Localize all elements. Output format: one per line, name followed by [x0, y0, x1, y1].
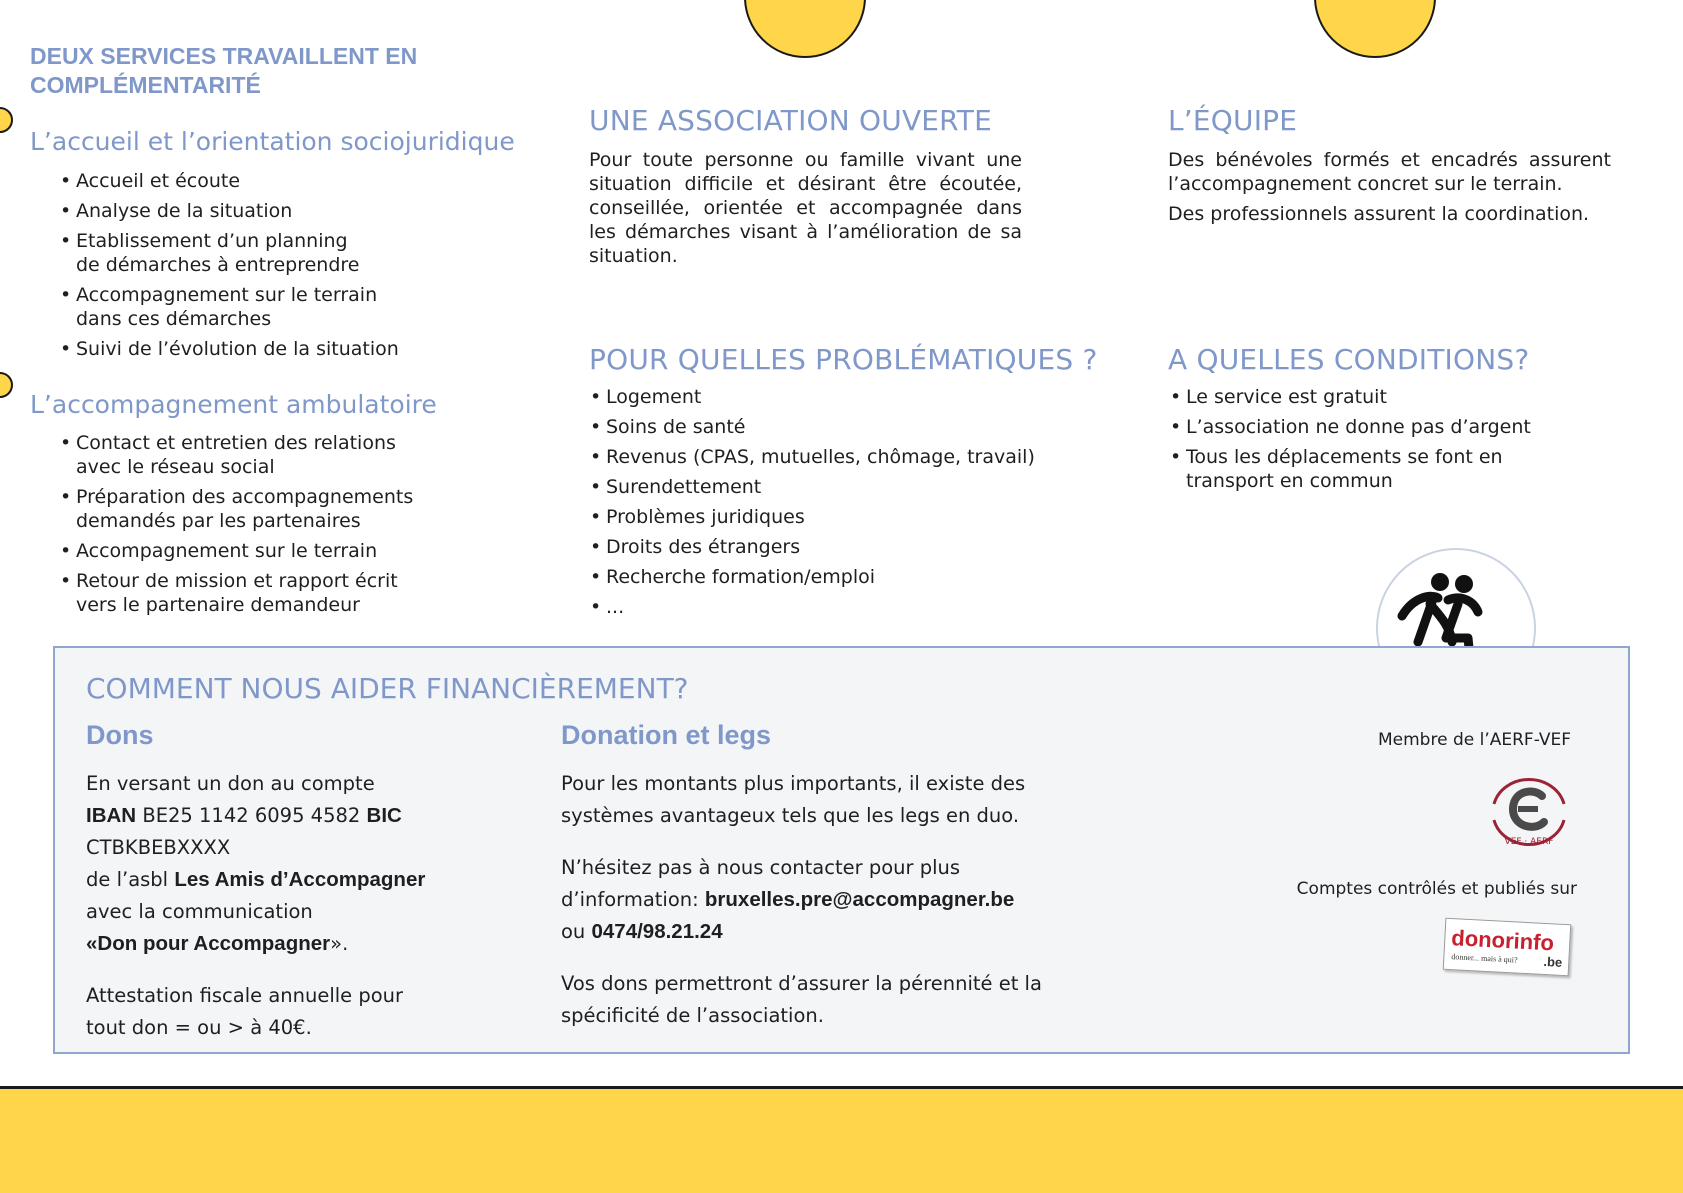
list-item: • Droits des étrangers: [590, 535, 1070, 559]
list-item: • Tous les déplacements se font en transport en commun: [1170, 445, 1590, 493]
communication-line: avec la communication: [86, 900, 313, 923]
donation-text: [561, 768, 1061, 1052]
association-text: Pour toute personne ou famille vivant une situation difficile et désirant être écoutée, conseillée, orientée et accompagnée dans les démarches visant à l’amélioration de sa situation.: [589, 149, 1022, 267]
list-item: • Préparation des accompagnements demandés par les partenaires: [60, 485, 500, 533]
service-ambulatoire-list: [60, 431, 500, 623]
list-item: • Logement: [590, 385, 1070, 409]
list-item: • Accompagnement sur le terrain: [60, 539, 500, 563]
list-item: • Soins de santé: [590, 415, 1070, 439]
services-heading: DEUX SERVICES TRAVAILLENT EN COMPLÉMENTARITÉ: [30, 43, 418, 98]
list-item: • Suivi de l’évolution de la situation: [60, 337, 500, 361]
list-item: • Accueil et écoute: [60, 169, 500, 193]
list-item: • Recherche formation/emploi: [590, 565, 1070, 589]
list-item: • Surendettement: [590, 475, 1070, 499]
conditions-title: A QUELLES CONDITIONS?: [1168, 343, 1530, 376]
comptes-label: Comptes contrôlés et publiés sur: [1296, 879, 1577, 899]
aerf-vef-logo-icon: [1486, 774, 1572, 850]
finance-title: COMMENT NOUS AIDER FINANCIÈREMENT?: [86, 672, 689, 705]
asbl-line: de l’asbl Les Amis d’Accompagner: [86, 868, 426, 891]
donorinfo-logo[interactable]: [1443, 918, 1572, 977]
service-accueil-title: L’accueil et l’orientation sociojuridique: [30, 127, 515, 156]
list-item: • Le service est gratuit: [1170, 385, 1590, 409]
donorinfo-name: donorinfo: [1450, 925, 1555, 956]
donation-paragraph: Pour les montants plus importants, il existe des systèmes avantageux tels que les legs en duo.: [561, 772, 1026, 827]
list-item: • Problèmes juridiques: [590, 505, 1070, 529]
donation-title: Donation et legs: [561, 720, 772, 750]
conditions-list: [1170, 385, 1590, 499]
yellow-dot-decoration: [0, 372, 13, 398]
donorinfo-tld: .be: [1543, 953, 1563, 970]
attestation-text: Attestation fiscale annuelle pour tout don = ou > à 40€.: [86, 984, 404, 1039]
dons-text: [86, 768, 536, 1064]
service-accueil-list: [60, 169, 500, 367]
svg-text:VEF · AERF: VEF · AERF: [1504, 837, 1554, 847]
yellow-circle-decoration: [744, 0, 866, 58]
equipe-title: L’ÉQUIPE: [1168, 104, 1298, 137]
yellow-dot-decoration: [0, 107, 13, 133]
donation-closing-paragraph: Vos dons permettront d’assurer la pérennité et la spécificité de l’association.: [561, 972, 1042, 1027]
list-item: • Etablissement d’un planning de démarches à entreprendre: [60, 229, 500, 277]
list-item: • Revenus (CPAS, mutuelles, chômage, travail): [590, 445, 1070, 469]
contact-paragraph: N’hésitez pas à nous contacter pour plus d’information: bruxelles.pre@accompagner.be ou 0474/98.21.24: [561, 856, 1015, 943]
footer-band: [0, 1086, 1683, 1193]
association-title: UNE ASSOCIATION OUVERTE: [589, 104, 992, 137]
bank-account-line: IBAN BE25 1142 6095 4582 BIC CTBKBEBXXXX: [86, 804, 402, 859]
problematiques-list: [590, 385, 1070, 625]
list-item: • ...: [590, 595, 1070, 619]
equipe-text: Des bénévoles formés et encadrés assurent l’accompagnement concret sur le terrain.: [1168, 149, 1611, 195]
communication-value: «Don pour Accompagner».: [86, 932, 349, 955]
phone-number[interactable]: 0474/98.21.24: [591, 920, 723, 943]
yellow-circle-decoration: [1314, 0, 1436, 58]
service-ambulatoire-title: L’accompagnement ambulatoire: [30, 390, 437, 419]
list-item: • Analyse de la situation: [60, 199, 500, 223]
list-item: • Retour de mission et rapport écrit vers le partenaire demandeur: [60, 569, 500, 617]
list-item: • L’association ne donne pas d’argent: [1170, 415, 1590, 439]
donorinfo-tagline: donner... mais à qui?: [1451, 952, 1518, 965]
membre-label: Membre de l’AERF-VEF: [1378, 730, 1571, 750]
list-item: • Contact et entretien des relations avec le réseau social: [60, 431, 500, 479]
list-item: • Accompagnement sur le terrain dans ces démarches: [60, 283, 500, 331]
equipe-coordination-text: Des professionnels assurent la coordination.: [1168, 203, 1590, 225]
problematiques-title: POUR QUELLES PROBLÉMATIQUES ?: [589, 343, 1098, 376]
dons-line: En versant un don au compte: [86, 772, 375, 795]
email-link[interactable]: bruxelles.pre@accompagner.be: [704, 888, 1015, 911]
dons-title: Dons: [86, 720, 154, 750]
